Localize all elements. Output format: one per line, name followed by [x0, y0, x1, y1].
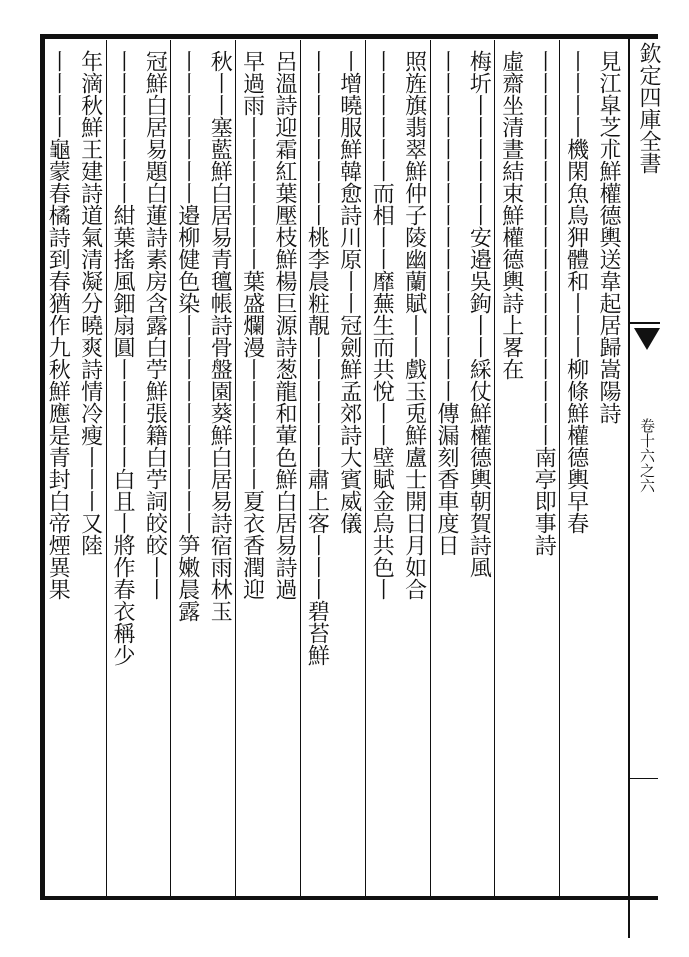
book-title: 欽定四庫全書	[636, 42, 661, 174]
column-separator	[170, 40, 171, 896]
text-column: 早過雨丨丨丨丨丨丨丨葉盛爛漫丨丨丨丨丨丨夏衣香潤迎	[239, 50, 265, 600]
column-separator	[430, 40, 431, 896]
text-column: 梅圻丨丨丨丨丨丨安邉吳鉤丨丨綵仗鮮權德輿朝賀詩風	[466, 50, 492, 578]
text-column: 丨增曉服鮮韓愈詩川原丨丨冠劍鮮孟郊詩大賓威儀	[336, 50, 362, 534]
column-separator	[559, 40, 560, 896]
text-column: 丨丨丨丨丨丨丨紺葉搖風鈿扇圓丨丨丨丨丨白且丨將作春衣稱少	[109, 50, 135, 666]
text-column: 丨丨丨丨丨丨而相丨丨靡蕪生而共悅丨丨壁賦金烏共色丨	[369, 50, 395, 600]
column-separator	[235, 40, 236, 896]
fish-tail-mark	[634, 328, 660, 350]
text-column: 丨丨丨丨丨丨丨丨丨丨丨丨丨丨丨丨丨丨南亭即事詩	[531, 50, 557, 556]
text-column: 呂溫詩迎霜紅葉壓枝鮮楊巨源詩葱龍和葷色鮮白居易詩過	[271, 50, 297, 600]
text-column: 年滴秋鮮王建詩道氣清凝分曉爽詩情冷瘦丨丨丨又陸	[77, 50, 103, 556]
text-column: 見江皐芝朮鮮權德輿送韋起居歸嵩陽詩	[595, 50, 621, 424]
column-separator	[494, 40, 495, 896]
margin-title-box	[630, 38, 660, 324]
text-column: 丨丨丨丨龜蒙春橘詩到春猶作九秋鮮應是青封白帝煙異果	[45, 50, 71, 600]
column-separator	[106, 40, 107, 896]
text-column: 虛齋坐清晝結束鮮權德輿詩上畧在	[498, 50, 524, 380]
text-column: 丨丨丨丨丨丨丨邉柳健色染丨丨丨丨丨丨丨丨丨丨笋嫩晨露	[174, 50, 200, 622]
page-margin	[628, 38, 666, 938]
column-separator	[365, 40, 366, 896]
margin-rule	[630, 778, 658, 779]
text-column: 丨丨丨丨丨丨丨丨丨丨丨丨丨丨丨丨傳漏刻香車度日	[433, 50, 459, 556]
text-column: 照旌旗翡翠鮮仲子陵幽蘭賦丨丨戲玉兎鮮盧士開日月如合	[401, 50, 427, 600]
text-column: 秋丨丨塞藍鮮白居易青氊帳詩骨盤園葵鮮白居易詩宿雨林玉	[207, 50, 233, 622]
text-column: 丨丨丨丨機閑魚鳥狎體和丨丨丨柳條鮮權德輿早春	[563, 50, 589, 534]
column-separator	[300, 40, 301, 896]
text-column: 丨丨丨丨丨丨丨丨桃李晨粧靚丨丨丨丨丨丨肅上客丨丨丨碧苔鮮	[304, 50, 330, 666]
text-column: 冠鮮白居易題白蓮詩素房含露白苧鮮張籍白苧詞皎皎丨丨	[142, 50, 168, 600]
volume-label: 卷十六之六	[638, 418, 656, 493]
